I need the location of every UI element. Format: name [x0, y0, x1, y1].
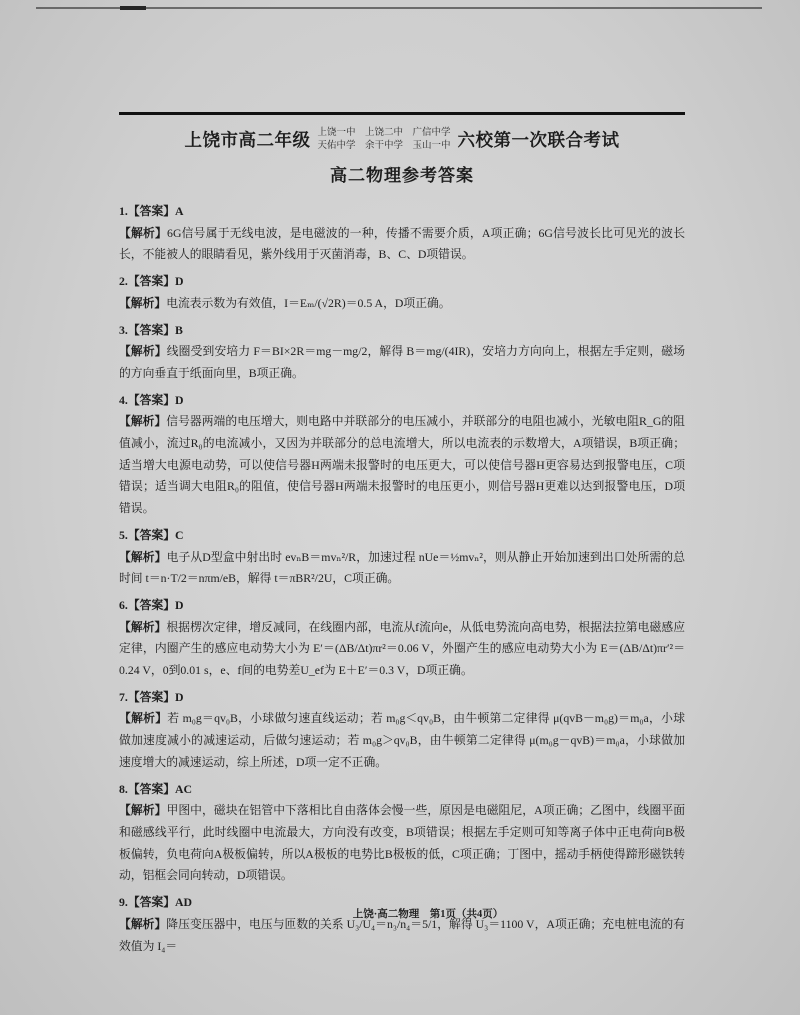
answer-item-3	[119, 320, 685, 385]
analysis	[119, 411, 685, 520]
analysis-text: 线圈受到安培力 F＝BI×2R＝mg－mg/2，解得 B＝mg/(4IR)，安培力方向向上，根据左手定则，磁场的方向垂直于纸面向里，B项正确。	[119, 344, 685, 380]
analysis-label: 【解析】	[119, 225, 168, 240]
answer-line: 9.【答案】AD	[119, 895, 193, 910]
answer-item-9	[119, 892, 685, 957]
answer-item-7	[119, 687, 685, 774]
scan-artifact-mark	[120, 6, 146, 10]
analysis	[119, 617, 685, 682]
analysis-label: 【解析】	[119, 916, 167, 931]
analysis-text: 根据楞次定律，增反减同，在线圈内部，电流从f流向e，从低电势流向高电势，根据法拉第电磁感应定律，内圈产生的感应电动势大小为 E′＝(ΔB/Δt)πr²＝0.06 V，外圈产生的感应电动势大小为 E＝(ΔB/Δt)πr′²＝0.24 V，0到0.01 s，e、f间的电势差U_ef为 E＋E′＝0.3 V，D项正确。	[119, 619, 685, 678]
analysis-text: 电流表示数为有效值，I＝Eₘ/(√2R)＝0.5 A，D项正确。	[166, 295, 451, 310]
analysis-label: 【解析】	[119, 295, 167, 310]
analysis	[119, 547, 685, 590]
subject-title: 高二物理参考答案	[330, 166, 474, 185]
school-row-1: 上饶一中 上饶二中 广信中学	[317, 128, 451, 139]
answer-line: 2.【答案】D	[119, 274, 184, 289]
answer-line: 8.【答案】AC	[119, 781, 193, 796]
title-row	[119, 127, 685, 152]
school-row-2: 天佑中学 余干中学 玉山一中	[317, 140, 451, 151]
header-rule	[119, 112, 685, 115]
answer-item-4	[119, 390, 685, 520]
answer-item-5	[119, 525, 685, 590]
analysis	[119, 293, 685, 315]
answer-item-6	[119, 595, 685, 682]
answer-line: 1.【答案】A	[119, 204, 184, 218]
analysis-label: 【解析】	[119, 344, 167, 359]
school-list	[317, 127, 450, 152]
analysis-label: 【解析】	[119, 619, 167, 634]
answer-line: 3.【答案】B	[119, 322, 183, 337]
grade-title: 上饶市高二年级	[184, 130, 311, 150]
analysis	[119, 341, 685, 384]
analysis-text: 6G信号属于无线电波，是电磁波的一种，传播不需要介质，A项正确；6G信号波长比可见光的波长长，不能被人的眼睛看见，紫外线用于灭菌消毒，B、C、D项错误。	[119, 225, 685, 262]
page-footer: 上饶·高二物理 第1页（共4页）	[352, 909, 504, 920]
exam-title: 六校第一次联合考试	[457, 130, 620, 150]
answer-line: 5.【答案】C	[119, 527, 184, 542]
answer-line: 6.【答案】D	[119, 597, 184, 612]
answer-item-1	[119, 201, 685, 266]
analysis	[119, 800, 685, 887]
answer-line: 4.【答案】D	[119, 392, 184, 407]
analysis-label: 【解析】	[119, 711, 168, 726]
answer-line: 7.【答案】D	[119, 689, 184, 704]
analysis-text: 电子从D型盒中射出时 evₙB＝mvₙ²/R，加速过程 nUe＝½mvₙ²，则从静止开始加速到出口处所需的总时间 t＝n·T/2＝nπm/eB，解得 t＝πBR²/2U，C项正确。	[119, 549, 685, 586]
exam-header	[119, 127, 685, 186]
document-content	[119, 112, 685, 962]
answer-item-8	[119, 779, 685, 888]
answer-list	[119, 201, 685, 957]
analysis-text: 信号器两端的电压增大，则电路中并联部分的电压减小，并联部分的电阻也减小，光敏电阻R_G的阻值减小，流过R₀的电流减小，又因为并联部分的总电流增大，所以电流表的示数增大，A项错误，B项正确；适当增大电源电动势，可以使信号器H两端未报警时的电压更大，可以使信号器H更容易达到报警电压，C项错误；适当调大电阻R₀的阻值，使信号器H两端未报警时的电压更小，则信号器H更难以达到报警电压，D项错误。	[119, 414, 685, 516]
analysis-label: 【解析】	[119, 549, 167, 564]
analysis	[119, 223, 685, 266]
answer-item-2	[119, 271, 685, 314]
analysis-text: 降压变压器中，电压与匝数的关系 U₃/U₄＝n₃/n₄＝5/1，解得 U₃＝1100 V，A项正确；充电桩电流的有效值为 I₄＝	[119, 916, 685, 953]
analysis-text: 若 m₀g＝qv₀B，小球做匀速直线运动；若 m₀g＜qv₀B，由牛顿第二定律得 μ(qvB－m₀g)＝m₀a，小球做加速度减小的减速运动，后做匀速运动；若 m₀g＞qv₀B，由牛顿第二定律得 μ(m₀g－qvB)＝m₀a，小球做加速度增大的减速运动，综上所述，D项一定不正确。	[119, 711, 685, 769]
analysis-label: 【解析】	[119, 414, 167, 429]
analysis	[119, 708, 685, 773]
analysis-label: 【解析】	[119, 803, 167, 818]
analysis-text: 甲图中，磁块在铝管中下落相比自由落体会慢一些，原因是电磁阻尼，A项正确；乙图中，线圈平面和磁感线平行，此时线圈中电流最大，方向没有改变，B项错误；根据左手定则可知等离子体中正电荷向B极板偏转，负电荷向A极板偏转，所以A极板的电势比B极板的低，C项正确；丁图中，摇动手柄使得蹄形磁铁转动，铝框会同向转动，D项错误。	[119, 803, 685, 883]
